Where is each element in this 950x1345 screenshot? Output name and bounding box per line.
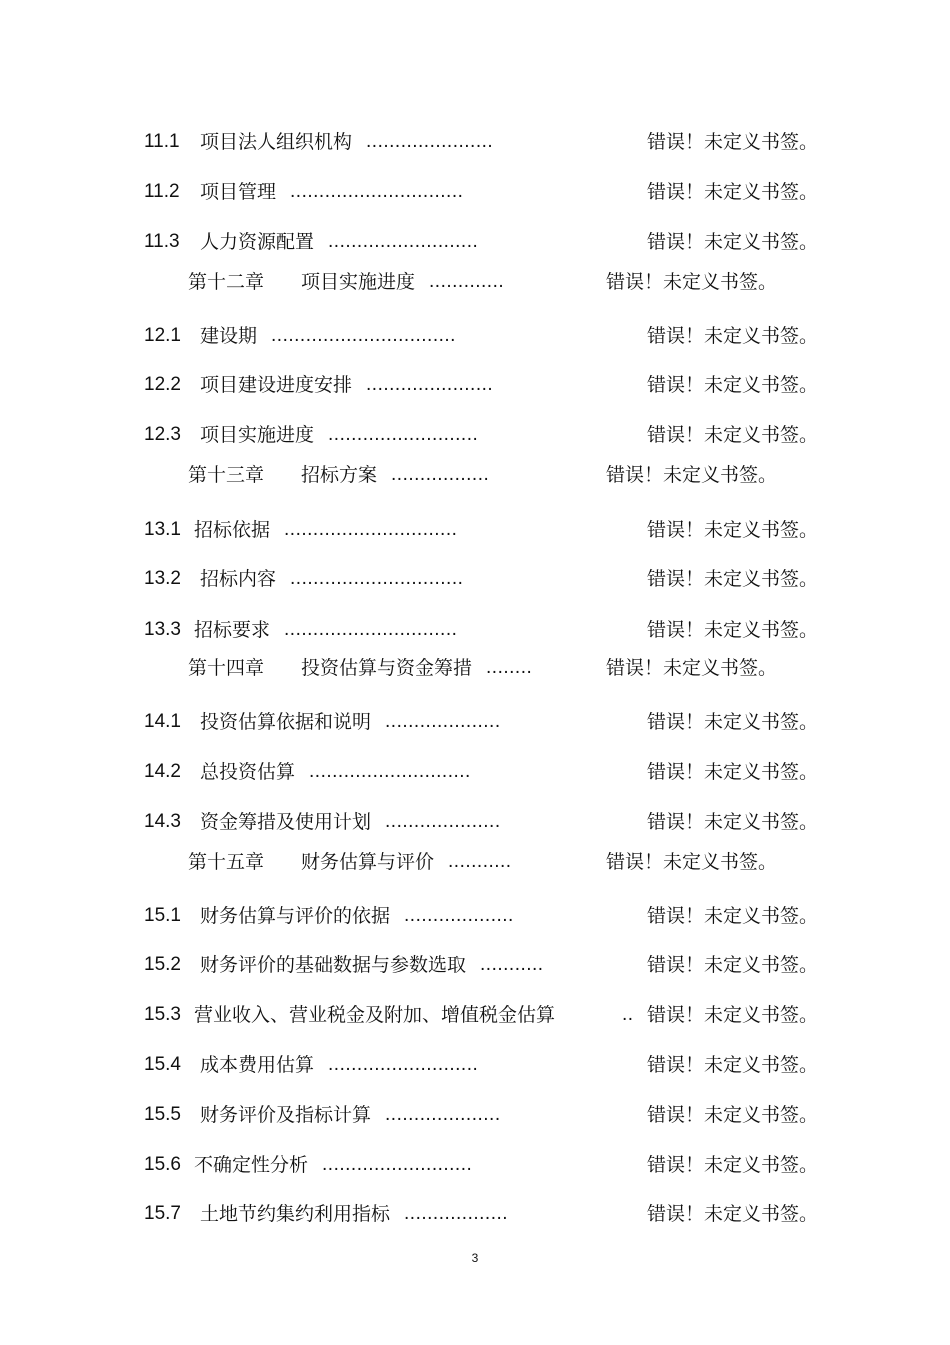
- toc-entry-page-ref: 错误！未定义书签。: [606, 657, 778, 679]
- toc-entry-number: 12.1: [144, 325, 181, 346]
- toc-leader-dots: ..................: [404, 1203, 509, 1224]
- toc-entry-page-ref: 错误！未定义书签。: [606, 851, 778, 873]
- toc-entry[interactable]: [0, 322, 950, 350]
- toc-entry[interactable]: [0, 1151, 950, 1179]
- toc-leader-dots: ............................: [309, 761, 471, 782]
- toc-entry[interactable]: [0, 1001, 950, 1029]
- toc-entry-page-ref: 错误！未定义书签。: [647, 619, 819, 641]
- toc-entry-title: 招标内容: [200, 568, 277, 590]
- toc-chapter-entry[interactable]: [0, 848, 950, 876]
- toc-entry-title: 土地节约集约利用指标: [200, 1203, 391, 1225]
- toc-entry-title: 项目实施进度: [301, 271, 416, 293]
- toc-entry-page-ref: 错误！未定义书签。: [647, 374, 819, 396]
- toc-entry[interactable]: [0, 616, 950, 644]
- toc-entry-number: 15.7: [144, 1203, 181, 1224]
- toc-entry-title: 招标方案: [301, 464, 378, 486]
- toc-entry-title: 财务评价及指标计算: [200, 1104, 372, 1126]
- toc-entry-page-ref: 错误！未定义书签。: [606, 271, 778, 293]
- toc-leader-dots: ......................: [366, 374, 494, 395]
- toc-entry-title: 成本费用估算: [200, 1054, 315, 1076]
- toc-leader-dots: ..: [622, 1004, 634, 1025]
- toc-entry-number: 14.1: [144, 711, 181, 732]
- toc-leader-dots: ..............................: [290, 568, 464, 589]
- toc-entry-title: 项目建设进度安排: [200, 374, 353, 396]
- toc-entry-page-ref: 错误！未定义书签。: [647, 519, 819, 541]
- toc-entry-title: 资金筹措及使用计划: [200, 811, 372, 833]
- toc-entry-title: 项目实施进度: [200, 424, 315, 446]
- toc-entry-number: 15.5: [144, 1104, 181, 1125]
- toc-entry-title: 建设期: [200, 325, 258, 347]
- toc-entry[interactable]: [0, 516, 950, 544]
- toc-entry-page-ref: 错误！未定义书签。: [647, 1054, 819, 1076]
- toc-leader-dots: ..............................: [284, 619, 458, 640]
- toc-entry-number: 15.3: [144, 1004, 181, 1025]
- toc-entry[interactable]: [0, 1200, 950, 1228]
- toc-entry[interactable]: [0, 421, 950, 449]
- toc-entry-number: 11.1: [144, 131, 180, 152]
- toc-entry-page-ref: 错误！未定义书签。: [647, 905, 819, 927]
- toc-entry-page-ref: 错误！未定义书签。: [647, 181, 819, 203]
- toc-entry-title: 投资估算与资金筹措: [301, 657, 473, 679]
- toc-leader-dots: .............: [429, 271, 505, 292]
- toc-entry-number: 12.2: [144, 374, 181, 395]
- toc-entry-page-ref: 错误！未定义书签。: [647, 1104, 819, 1126]
- toc-entry[interactable]: [0, 1051, 950, 1079]
- toc-entry-page-ref: 错误！未定义书签。: [647, 1203, 819, 1225]
- toc-leader-dots: ..........................: [322, 1154, 473, 1175]
- toc-entry-number: 14.3: [144, 811, 181, 832]
- toc-entry-title: 招标依据: [194, 519, 271, 541]
- toc-entry-title: 不确定性分析: [194, 1154, 309, 1176]
- toc-leader-dots: ...................: [404, 905, 514, 926]
- toc-entry[interactable]: [0, 371, 950, 399]
- toc-entry-number: 第十四章: [188, 657, 265, 679]
- toc-entry-number: 15.1: [144, 905, 181, 926]
- toc-entry-number: 15.2: [144, 954, 181, 975]
- toc-entry[interactable]: [0, 951, 950, 979]
- toc-leader-dots: ...........: [480, 954, 544, 975]
- toc-entry-title: 营业收入、营业税金及附加、增值税金估算: [194, 1004, 556, 1026]
- toc-entry[interactable]: [0, 1101, 950, 1129]
- toc-entry[interactable]: [0, 808, 950, 836]
- toc-leader-dots: ......................: [366, 131, 494, 152]
- toc-chapter-entry[interactable]: [0, 654, 950, 682]
- toc-entry-number: 11.2: [144, 181, 180, 202]
- toc-entry-number: 15.6: [144, 1154, 181, 1175]
- toc-entry[interactable]: [0, 228, 950, 256]
- toc-leader-dots: ........: [486, 657, 533, 678]
- toc-entry-number: 第十三章: [188, 464, 265, 486]
- toc-entry-number: 第十五章: [188, 851, 265, 873]
- toc-entry[interactable]: [0, 128, 950, 156]
- toc-entry-page-ref: 错误！未定义书签。: [647, 954, 819, 976]
- toc-chapter-entry[interactable]: [0, 268, 950, 296]
- toc-entry-page-ref: 错误！未定义书签。: [647, 1154, 819, 1176]
- toc-entry-page-ref: 错误！未定义书签。: [647, 1004, 819, 1026]
- toc-entry-number: 15.4: [144, 1054, 181, 1075]
- toc-leader-dots: .................: [391, 464, 490, 485]
- toc-entry-title: 总投资估算: [200, 761, 296, 783]
- toc-entry[interactable]: [0, 565, 950, 593]
- toc-leader-dots: ..........................: [328, 424, 479, 445]
- toc-leader-dots: ..........................: [328, 231, 479, 252]
- toc-leader-dots: ...........: [448, 851, 512, 872]
- toc-leader-dots: ..............................: [290, 181, 464, 202]
- toc-entry[interactable]: [0, 708, 950, 736]
- toc-leader-dots: ....................: [385, 811, 501, 832]
- toc-entry-page-ref: 错误！未定义书签。: [647, 568, 819, 590]
- toc-entry-number: 13.1: [144, 519, 181, 540]
- toc-leader-dots: ....................: [385, 1104, 501, 1125]
- toc-entry-title: 财务评价的基础数据与参数选取: [200, 954, 467, 976]
- toc-leader-dots: ..........................: [328, 1054, 479, 1075]
- toc-entry-number: 11.3: [144, 231, 180, 252]
- toc-leader-dots: ................................: [271, 325, 456, 346]
- toc-entry-number: 12.3: [144, 424, 181, 445]
- toc-entry-title: 项目法人组织机构: [200, 131, 353, 153]
- toc-entry-page-ref: 错误！未定义书签。: [647, 131, 819, 153]
- toc-entry-page-ref: 错误！未定义书签。: [647, 711, 819, 733]
- toc-chapter-entry[interactable]: [0, 461, 950, 489]
- toc-entry-title: 人力资源配置: [200, 231, 315, 253]
- toc-entry-title: 招标要求: [194, 619, 271, 641]
- toc-entry-number: 14.2: [144, 761, 181, 782]
- toc-entry-page-ref: 错误！未定义书签。: [647, 811, 819, 833]
- toc-entry[interactable]: [0, 758, 950, 786]
- toc-entry-number: 第十二章: [188, 271, 265, 293]
- toc-entry-title: 投资估算依据和说明: [200, 711, 372, 733]
- toc-entry-page-ref: 错误！未定义书签。: [647, 325, 819, 347]
- toc-entry-title: 项目管理: [200, 181, 277, 203]
- toc-entry[interactable]: [0, 178, 950, 206]
- toc-leader-dots: ....................: [385, 711, 501, 732]
- toc-entry[interactable]: [0, 902, 950, 930]
- toc-entry-title: 财务估算与评价: [301, 851, 435, 873]
- toc-entry-page-ref: 错误！未定义书签。: [606, 464, 778, 486]
- toc-entry-page-ref: 错误！未定义书签。: [647, 424, 819, 446]
- page-number: 3: [471, 1251, 479, 1265]
- toc-entry-number: 13.2: [144, 568, 181, 589]
- toc-entry-page-ref: 错误！未定义书签。: [647, 231, 819, 253]
- toc-entry-number: 13.3: [144, 619, 181, 640]
- toc-entry-title: 财务估算与评价的依据: [200, 905, 391, 927]
- toc-leader-dots: ..............................: [284, 519, 458, 540]
- toc-entry-page-ref: 错误！未定义书签。: [647, 761, 819, 783]
